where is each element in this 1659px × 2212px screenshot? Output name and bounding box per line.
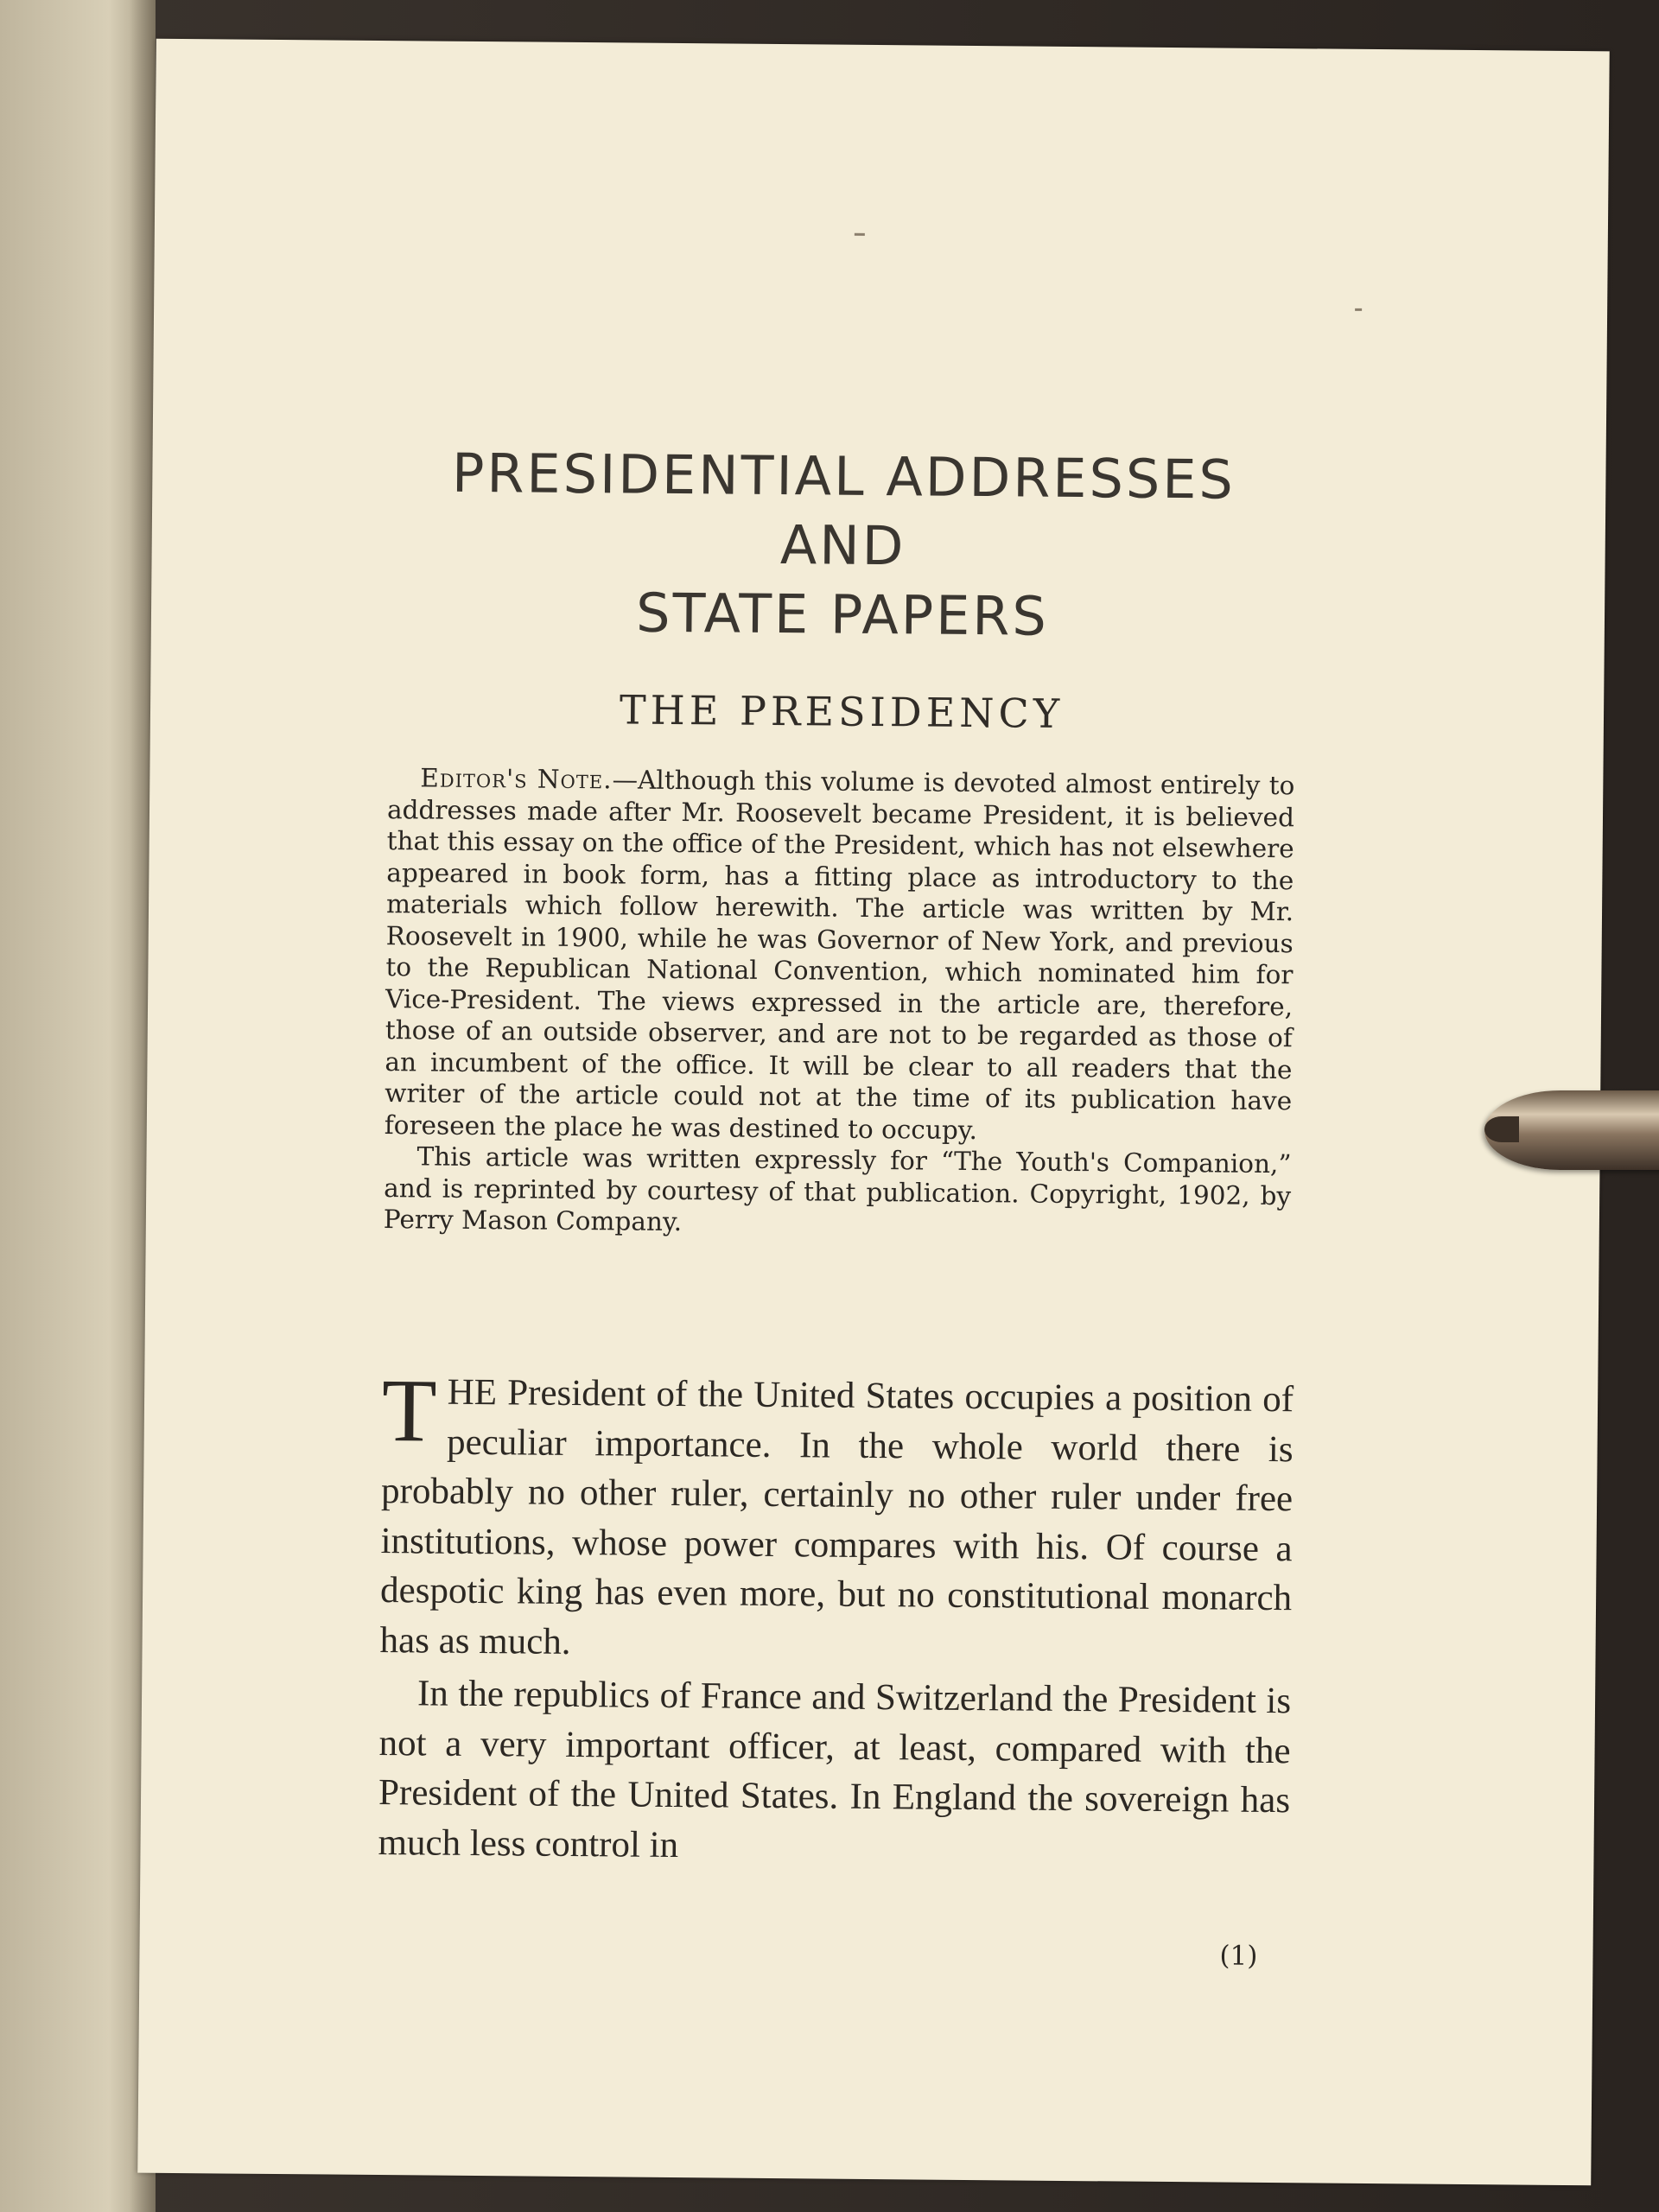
- paper-fleck: [855, 233, 865, 236]
- book-page: [137, 39, 1609, 2186]
- book-title-line-2: STATE PAPERS: [635, 581, 1050, 648]
- book-title-line-1: PRESIDENTIAL ADDRESSES AND: [451, 441, 1236, 578]
- book-title: [389, 438, 1298, 653]
- pen-tip-icon: [1484, 1116, 1519, 1142]
- article-body: [378, 1361, 1294, 1878]
- paper-fleck: [1355, 308, 1362, 311]
- article-paragraph-1-text: HE President of the United States occupies a position of peculiar importance. In the whole world there is probably no other ruler, certainly no other ruler under free institutions, whose power compares with his. Of course a despotic king has even more, but no constitutional monarch has as much.: [379, 1371, 1294, 1662]
- article-paragraph-1: [379, 1361, 1294, 1673]
- editors-note-paragraph-1: [385, 762, 1295, 1148]
- section-title: THE PRESIDENCY: [619, 686, 1065, 737]
- editors-note-label: Editor's Note.: [420, 763, 613, 795]
- article-paragraph-2: In the republics of France and Switzerland the President is not a very important officer, at least, compared with the President of the United States. In England the sovereign has much less control in: [378, 1673, 1292, 1866]
- editors-note: [384, 762, 1295, 1243]
- drop-cap: T: [381, 1361, 437, 1461]
- text-block: [378, 41, 1301, 1972]
- editors-note-paragraph-2: This article was written expressly for “The Youth's Companion,” and is reprinted by courtesy of that publication. Copyright, 1902, by Perry Mason Company.: [383, 1141, 1292, 1237]
- editors-note-text-1: —Although this volume is devoted almost entirely to addresses made after Mr. Roosevelt became President, it is believed that this essay on the office of the President, which has not elsewhere appeared in book form, has a fitting place as introductory to the materials which follow herewith. The article was written by Mr. Roosevelt in 1900, while he was Governor of New York, and previous to the Republican National Convention, which nominated him for Vice-President. The views expressed in the article are, therefore, those of an outside observer, and are not to be regarded as those of an incumbent of the office. It will be clear to all readers that the writer of the article could not at the time of its publication have foreseen the place he was destined to occupy.: [384, 765, 1295, 1145]
- page-number: (1): [1219, 1940, 1258, 1972]
